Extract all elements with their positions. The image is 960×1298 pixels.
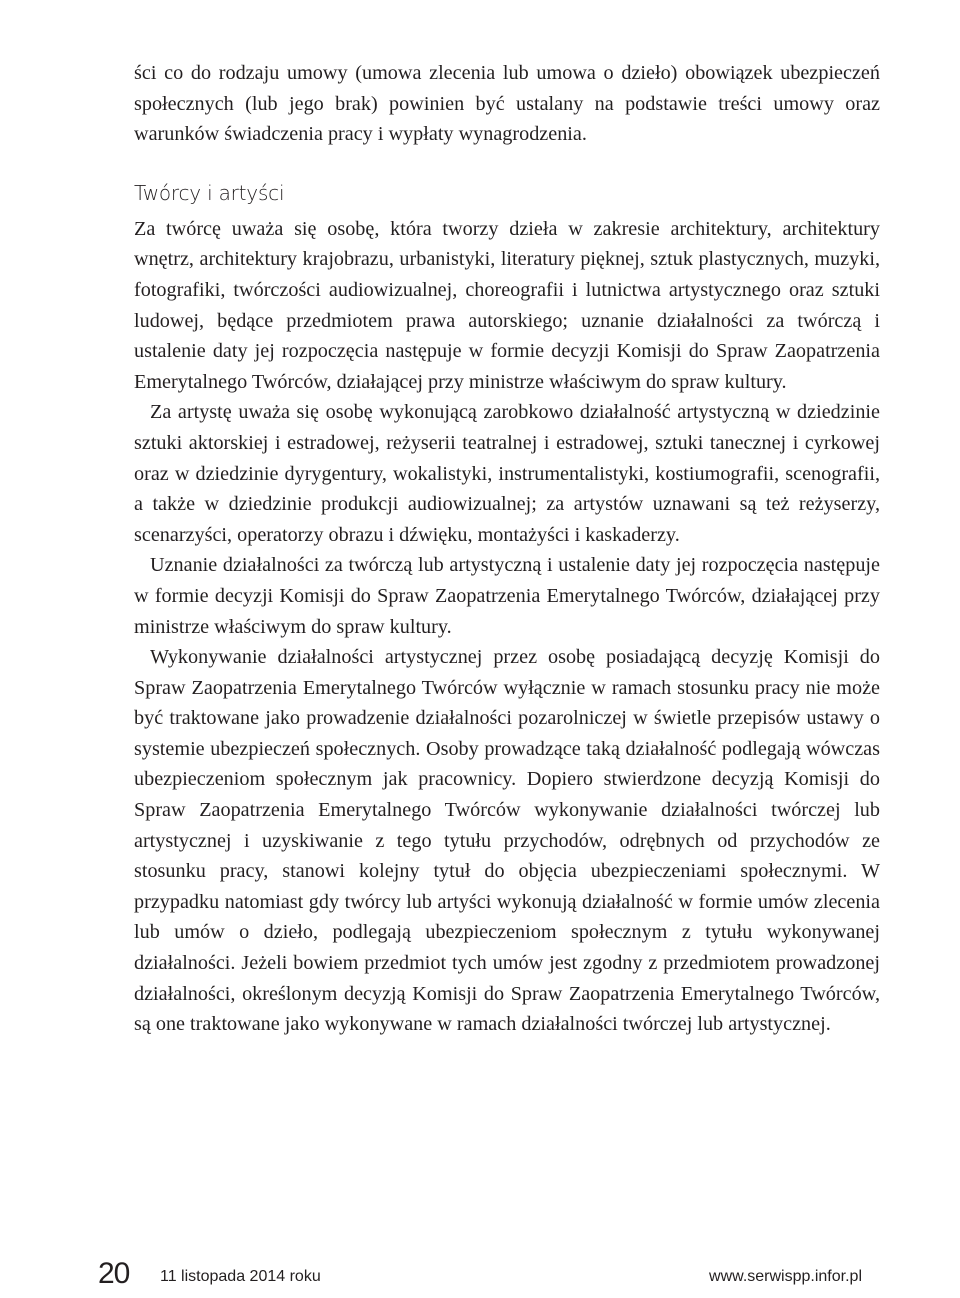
paragraph-wykonywanie-dzialalnosci: Wykonywanie działalności artystycznej przez osobę posiadającą decyzję Komisji do Spraw Zaopatrzenia Emerytalnego Twórców wyłącznie w ramach stosunku pracy nie może być traktowane jako prowadzenie działalności pozarolniczej w świetle przepisów ustawy o systemie ubezpieczeń społecznych. Osoby prowadzące taką działalność podlegają wówczas ubezpieczeniom społecznym jak pracownicy. Dopiero stwierdzone decyzją Komisji do Spraw Zaopatrzenia Emerytalnego Twórców wykonywanie działalności twórczej lub artystycznej i uzyskiwanie z tego tytułu przychodów, odrębnych od przychodów ze stosunku pracy, stanowi kolejny tytuł do objęcia ubezpieczeniami społecznymi. W przypadku natomiast gdy twórcy lub artyści wykonują działalność w formie umów zlecenia lub umów o dzieło, podlegają ubezpieczeniom społecznym z tytułu wykonywanej działalności. Jeżeli bowiem przedmiot tych umów jest zgodny z przedmiotem prowadzonej działalności, określonym decyzją Komisji do Spraw Zaopatrzenia Emerytalnego Twórców, są one traktowane jako wykonywane w ramach działalności twórczej lub artystycznej. <box>134 646 880 1036</box>
page-footer <box>98 1258 862 1298</box>
page-body <box>134 58 880 1040</box>
intro-paragraph: ści co do rodzaju umowy (umowa zlecenia lub umowa o dzieło) obowiązek ubezpieczeń społecznych (lub jego brak) powinien być ustalany na podstawie treści umowy oraz warunków świadczenia pracy i wypłaty wynagrodzenia. <box>134 62 880 146</box>
website-url: www.serwispp.infor.pl <box>709 1268 862 1285</box>
paragraph-artysta-definition: Za artystę uważa się osobę wykonującą zarobkowo działalność artystyczną w dziedzinie sztuki aktorskiej i estradowej, reżyserii teatralnej i estradowej, sztuki tanecznej i cyrkowej oraz w dziedzinie dyrygentury, wokalistyki, instrumentalistyki, kostiumografii, scenografii, a także w dziedzinie produkcji audiowizualnej; za artystów uznawani są też reżyserzy, scenarzyści, operatorzy obrazu i dźwięku, montażyści i kaskaderzy. <box>134 401 880 546</box>
paragraph-uznanie-dzialalnosci: Uznanie działalności za twórczą lub artystyczną i ustalenie daty jej rozpoczęcia następuje w formie decyzji Komisji do Spraw Zaopatrzenia Emerytalnego Twórców, działającej przy ministrze właściwym do spraw kultury. <box>134 554 880 638</box>
paragraph-tworca-definition: Za twórcę uważa się osobę, która tworzy dzieła w zakresie architektury, architektury wnętrz, architektury krajobrazu, urbanistyki, literatury pięknej, sztuk plastycznych, muzyki, fotografiki, twórczości audiowizualnej, choreografii i lutnictwa artystycznego oraz sztuki ludowej, będące przedmiotem prawa autorskiego; uznanie działalności za twórczą i ustalenie daty jej rozpoczęcia następuje w formie decyzji Komisji do Spraw Zaopatrzenia Emerytalnego Twórców, działającej przy ministrze właściwym do spraw kultury. <box>134 217 880 393</box>
publication-date: 11 listopada 2014 roku <box>160 1268 321 1285</box>
section-heading: Twórcy i artyści <box>134 180 285 205</box>
page-number: 20 <box>98 1257 130 1290</box>
